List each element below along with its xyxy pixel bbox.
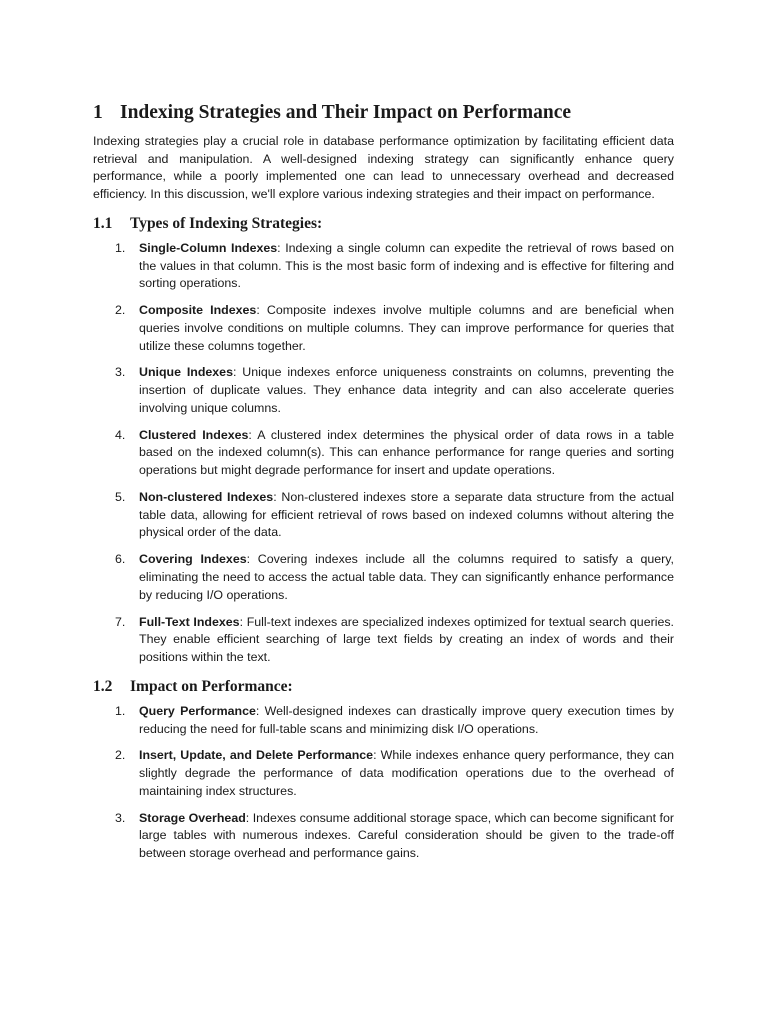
list-marker: 3. [115, 365, 126, 380]
document-page [93, 100, 674, 872]
list-item [93, 703, 674, 738]
section-title: Indexing Strategies and Their Impact on Performance [120, 102, 572, 123]
list-item-term: Composite Indexes [139, 303, 257, 318]
list-item-term: Insert, Update, and Delete Performance [139, 748, 374, 763]
subsection-heading-impact [93, 676, 674, 697]
list-item-text: : While indexes enhance query performance, they can slightly degrade the performance of data modification operations due to the overhead of maintaining index structures. [139, 748, 674, 798]
list-marker: 7. [115, 614, 126, 629]
list-item [93, 302, 674, 355]
list-marker: 2. [115, 303, 126, 318]
section-number: 1 [93, 102, 103, 123]
list-item [93, 747, 674, 800]
subsection-title: Types of Indexing Strategies: [130, 214, 323, 232]
list-item-term: Covering Indexes [139, 552, 247, 567]
list-item [93, 810, 674, 863]
list-item-term: Non-clustered Indexes [139, 490, 274, 504]
list-marker: 4. [115, 427, 126, 442]
subsection-title: Impact on Performance: [130, 677, 293, 695]
list-item-text: : Full-text indexes are specialized indexes optimized for textual search queries. They enable efficient searching of large text fields by creating an index of words and their positions within the text. [139, 614, 674, 664]
list-item [93, 240, 674, 293]
list-item-text: : Indexing a single column can expedite the retrieval of rows based on the values in that column. This is the most basic form of indexing and is effective for filtering and sorting operations. [139, 240, 674, 291]
types-list [93, 240, 674, 667]
list-item [93, 489, 674, 542]
list-marker: 6. [115, 552, 126, 567]
subsection-heading-types [93, 213, 674, 234]
list-item-text: : Composite indexes involve multiple columns and are beneficial when queries involve conditions on multiple columns. They can improve performance for queries that utilize these columns together. [139, 303, 674, 353]
subsection-number: 1.2 [93, 677, 113, 695]
list-item-text: : A clustered index determines the physical order of data rows in a table based on the indexed column(s). This can enhance performance for range queries and sorting operations but might degrade performance for insert and update operations. [139, 427, 674, 478]
list-item [93, 551, 674, 604]
list-item-text: : Unique indexes enforce uniqueness constraints on columns, preventing the insertion of duplicate values. They enhance data integrity and can also accelerate queries involving unique columns. [139, 365, 674, 415]
list-item-term: Unique Indexes [139, 365, 233, 380]
list-marker: 5. [115, 490, 126, 504]
list-item-term: Full-Text Indexes [139, 614, 240, 629]
intro-paragraph: Indexing strategies play a crucial role in database performance optimization by facilitating efficient data retrieval and manipulation. A well-designed indexing strategy can significantly enhance query performance, while a poorly implemented one can lead to unnecessary overhead and decreased efficiency. In this discussion, we'll explore various indexing strategies and their impact on performance. [93, 134, 674, 202]
list-item-text: : Covering indexes include all the columns required to satisfy a query, eliminating the need to access the actual table data. They can significantly enhance performance by reducing I/O operations. [139, 552, 674, 602]
impact-list [93, 703, 674, 863]
list-marker: 3. [115, 810, 126, 825]
section-heading [93, 100, 674, 126]
subsection-number: 1.1 [93, 214, 113, 232]
list-item-text: : Non-clustered indexes store a separate data structure from the actual table data, allowing for efficient retrieval of rows based on indexed columns without altering the physical order of the data. [139, 490, 674, 540]
list-item-term: Clustered Indexes [139, 427, 249, 442]
list-marker: 1. [115, 240, 126, 255]
list-marker: 1. [115, 703, 126, 718]
list-item-term: Storage Overhead [139, 810, 246, 825]
list-item-text: : Indexes consume additional storage space, which can become significant for large tables with numerous indexes. Careful consideration should be given to the trade-off between storage overhead and performance gains. [139, 810, 674, 861]
list-item-term: Query Performance [139, 703, 256, 718]
list-marker: 2. [115, 748, 126, 763]
list-item [93, 427, 674, 480]
list-item [93, 364, 674, 417]
list-item-text: : Well-designed indexes can drastically improve query execution times by reducing the need for full-table scans and minimizing disk I/O operations. [139, 703, 675, 736]
list-item [93, 614, 674, 667]
list-item-term: Single-Column Indexes [139, 240, 278, 255]
